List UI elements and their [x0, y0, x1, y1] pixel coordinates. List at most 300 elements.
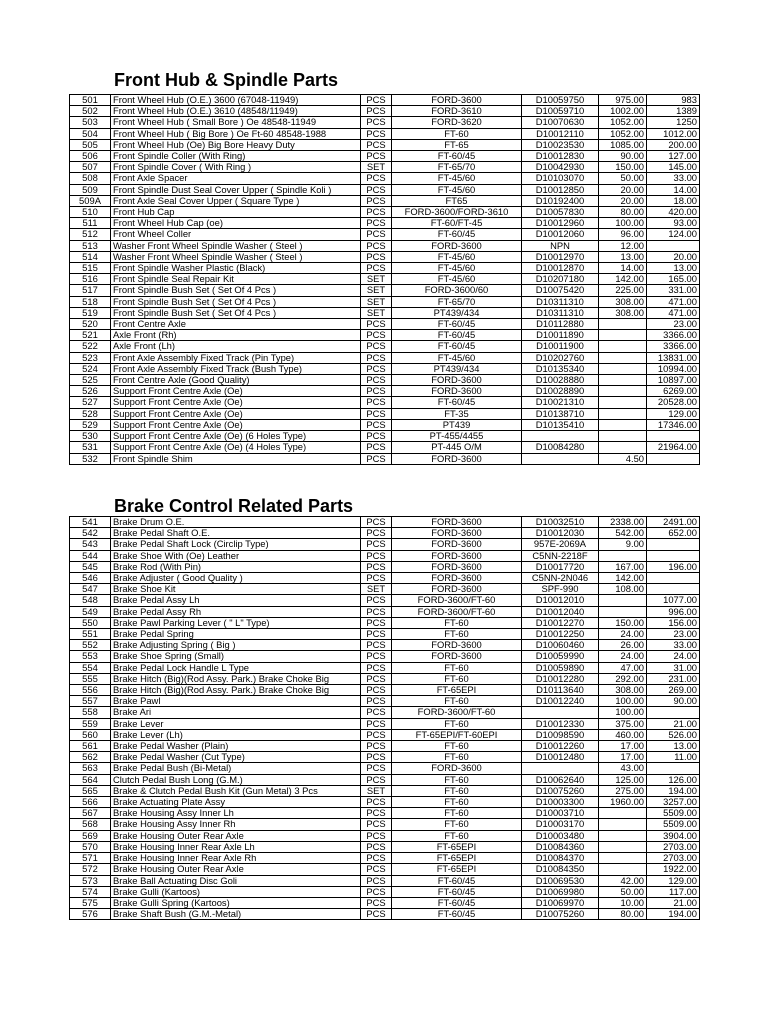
cell-part-code: D10012110 — [522, 128, 599, 139]
cell-part-number: 575 — [70, 897, 111, 908]
cell-part-number: 544 — [70, 550, 111, 561]
cell-unit: SET — [361, 785, 392, 796]
cell-unit: PCS — [361, 218, 392, 229]
cell-price — [599, 595, 647, 606]
cell-part-code: D10032510 — [522, 517, 599, 528]
cell-description: Front Spindle Bush Set ( Set Of 4 Pcs ) — [111, 285, 361, 296]
cell-price — [599, 363, 647, 374]
table-row — [70, 841, 700, 852]
cell-unit: PCS — [361, 442, 392, 453]
cell-description: Front Axle Assembly Fixed Track (Bush Type) — [111, 363, 361, 374]
table-row — [70, 240, 700, 251]
cell-unit: PCS — [361, 629, 392, 640]
cell-description: Front Spindle Cover ( With Ring ) — [111, 162, 361, 173]
cell-part-number: 552 — [70, 640, 111, 651]
cell-price — [599, 319, 647, 330]
table-row — [70, 584, 700, 595]
table-row — [70, 673, 700, 684]
cell-unit: PCS — [361, 606, 392, 617]
cell-model: FT-60 — [392, 774, 522, 785]
cell-part-number: 503 — [70, 117, 111, 128]
cell-model: FT-65 — [392, 139, 522, 150]
cell-mrp: 10897.00 — [647, 375, 700, 386]
cell-price — [599, 375, 647, 386]
cell-description: Brake Adjuster ( Good Quality ) — [111, 573, 361, 584]
cell-price: 50.00 — [599, 886, 647, 897]
cell-unit: PCS — [361, 595, 392, 606]
cell-description: Brake Shoe Kit — [111, 584, 361, 595]
cell-part-code: D10084350 — [522, 864, 599, 875]
cell-part-code: NPN — [522, 240, 599, 251]
cell-unit: SET — [361, 584, 392, 595]
cell-part-code: D10028880 — [522, 375, 599, 386]
cell-model: FT-45/60 — [392, 274, 522, 285]
table-row — [70, 528, 700, 539]
cell-description: Brake Pedal Washer (Cut Type) — [111, 752, 361, 763]
cell-model: PT439 — [392, 419, 522, 430]
cell-mrp: 331.00 — [647, 285, 700, 296]
cell-part-number: 542 — [70, 528, 111, 539]
cell-price: 108.00 — [599, 584, 647, 595]
cell-model: PT439/434 — [392, 307, 522, 318]
cell-mrp — [647, 240, 700, 251]
cell-mrp: 90.00 — [647, 696, 700, 707]
cell-unit: PCS — [361, 431, 392, 442]
table-row — [70, 285, 700, 296]
cell-description: Front Centre Axle — [111, 319, 361, 330]
cell-description: Brake & Clutch Pedal Bush Kit (Gun Metal) 3 Pcs — [111, 785, 361, 796]
cell-unit: SET — [361, 162, 392, 173]
cell-description: Front Spindle Seal Repair Kit — [111, 274, 361, 285]
cell-price: 150.00 — [599, 162, 647, 173]
table-row — [70, 139, 700, 150]
cell-unit: PCS — [361, 128, 392, 139]
cell-price: 4.50 — [599, 453, 647, 464]
cell-mrp: 23.00 — [647, 319, 700, 330]
table-row — [70, 195, 700, 206]
cell-mrp: 129.00 — [647, 408, 700, 419]
cell-part-number: 573 — [70, 875, 111, 886]
cell-model: FORD-3600 — [392, 584, 522, 595]
cell-price — [599, 419, 647, 430]
table-row — [70, 431, 700, 442]
cell-description: Front Spindle Washer Plastic (Black) — [111, 263, 361, 274]
cell-description: Brake Shoe Spring (Small) — [111, 651, 361, 662]
cell-part-code: D10113640 — [522, 685, 599, 696]
cell-unit: SET — [361, 274, 392, 285]
cell-description: Front Spindle Bush Set ( Set Of 4 Pcs ) — [111, 296, 361, 307]
cell-part-number: 525 — [70, 375, 111, 386]
cell-part-number: 531 — [70, 442, 111, 453]
cell-part-number: 521 — [70, 330, 111, 341]
cell-part-code: D10059890 — [522, 662, 599, 673]
cell-mrp — [647, 539, 700, 550]
cell-mrp: 194.00 — [647, 785, 700, 796]
cell-unit: PCS — [361, 173, 392, 184]
cell-part-code: D10017720 — [522, 561, 599, 572]
cell-model: FT-60/45 — [392, 909, 522, 920]
cell-mrp: 1922.00 — [647, 864, 700, 875]
cell-description: Front Spindle Dust Seal Cover Upper ( Spindle Koli ) — [111, 184, 361, 195]
cell-unit: PCS — [361, 397, 392, 408]
cell-part-code: SPF-990 — [522, 584, 599, 595]
cell-price: 47.00 — [599, 662, 647, 673]
cell-part-code: D10003170 — [522, 819, 599, 830]
cell-part-code: D10012870 — [522, 263, 599, 274]
cell-model: FT-65EPI — [392, 841, 522, 852]
cell-description: Front Hub Cap — [111, 207, 361, 218]
cell-description: Brake Pedal Shaft O.E. — [111, 528, 361, 539]
cell-description: Support Front Centre Axle (Oe) — [111, 386, 361, 397]
cell-unit: PCS — [361, 640, 392, 651]
cell-description: Front Wheel Hub (Oe) Big Bore Heavy Duty — [111, 139, 361, 150]
cell-unit: PCS — [361, 763, 392, 774]
cell-part-code: D10012280 — [522, 673, 599, 684]
table-row — [70, 184, 700, 195]
cell-price: 308.00 — [599, 685, 647, 696]
cell-part-code: D10012060 — [522, 229, 599, 240]
cell-price — [599, 442, 647, 453]
cell-price: 17.00 — [599, 741, 647, 752]
cell-price: 20.00 — [599, 184, 647, 195]
cell-part-code: C5NN-2218F — [522, 550, 599, 561]
cell-mrp: 1389 — [647, 106, 700, 117]
cell-mrp: 6269.00 — [647, 386, 700, 397]
cell-model: FT-60 — [392, 830, 522, 841]
cell-model: FT-60/45 — [392, 341, 522, 352]
cell-unit: PCS — [361, 386, 392, 397]
cell-description: Brake Lever (Lh) — [111, 729, 361, 740]
cell-part-number: 545 — [70, 561, 111, 572]
cell-description: Support Front Centre Axle (Oe) — [111, 419, 361, 430]
cell-price: 167.00 — [599, 561, 647, 572]
table-row — [70, 651, 700, 662]
cell-description: Front Wheel Hub (O.E.) 3600 (67048-11949) — [111, 95, 361, 106]
cell-model: FT-60/FT-45 — [392, 218, 522, 229]
cell-mrp: 21964.00 — [647, 442, 700, 453]
cell-description: Support Front Centre Axle (Oe) — [111, 397, 361, 408]
cell-description: Brake Rod (With Pin) — [111, 561, 361, 572]
cell-part-code: D10011900 — [522, 341, 599, 352]
table-row — [70, 573, 700, 584]
cell-model: FT-60/45 — [392, 330, 522, 341]
section-title-front-hub: Front Hub & Spindle Parts — [114, 70, 339, 90]
cell-part-number: 510 — [70, 207, 111, 218]
cell-price — [599, 853, 647, 864]
cell-part-code: D10059990 — [522, 651, 599, 662]
cell-mrp: 20.00 — [647, 251, 700, 262]
cell-price: 26.00 — [599, 640, 647, 651]
cell-description: Axle Front (Rh) — [111, 330, 361, 341]
cell-description: Brake Pedal Shaft Lock (Circlip Type) — [111, 539, 361, 550]
cell-part-number: 571 — [70, 853, 111, 864]
cell-price — [599, 386, 647, 397]
cell-part-code: D10028890 — [522, 386, 599, 397]
cell-price: 50.00 — [599, 173, 647, 184]
cell-part-code: D10075420 — [522, 285, 599, 296]
cell-part-code: D10098590 — [522, 729, 599, 740]
cell-part-number: 529 — [70, 419, 111, 430]
table-row — [70, 830, 700, 841]
cell-price: 142.00 — [599, 573, 647, 584]
cell-mrp: 129.00 — [647, 875, 700, 886]
cell-unit: PCS — [361, 662, 392, 673]
cell-mrp: 126.00 — [647, 774, 700, 785]
cell-description: Support Front Centre Axle (Oe) — [111, 408, 361, 419]
cell-price: 150.00 — [599, 617, 647, 628]
table-row — [70, 696, 700, 707]
cell-part-code: D10003300 — [522, 797, 599, 808]
cell-part-code: D10011890 — [522, 330, 599, 341]
cell-model: PT439/434 — [392, 363, 522, 374]
cell-price — [599, 397, 647, 408]
table-row — [70, 397, 700, 408]
cell-description: Brake Housing Inner Rear Axle Lh — [111, 841, 361, 852]
cell-description: Front Axle Assembly Fixed Track (Pin Type) — [111, 352, 361, 363]
cell-mrp: 21.00 — [647, 718, 700, 729]
table-row — [70, 853, 700, 864]
cell-mrp: 196.00 — [647, 561, 700, 572]
cell-part-code: D10060460 — [522, 640, 599, 651]
cell-unit: PCS — [361, 853, 392, 864]
cell-unit: PCS — [361, 830, 392, 841]
cell-unit: PCS — [361, 106, 392, 117]
cell-price: 20.00 — [599, 195, 647, 206]
cell-price: 308.00 — [599, 307, 647, 318]
cell-model: FORD-3600 — [392, 528, 522, 539]
cell-unit: PCS — [361, 696, 392, 707]
cell-mrp: 1077.00 — [647, 595, 700, 606]
cell-part-code: D10012240 — [522, 696, 599, 707]
cell-description: Brake Drum O.E. — [111, 517, 361, 528]
cell-unit: PCS — [361, 330, 392, 341]
cell-price: 2338.00 — [599, 517, 647, 528]
cell-mrp: 165.00 — [647, 274, 700, 285]
cell-description: Support Front Centre Axle (Oe) (4 Holes Type) — [111, 442, 361, 453]
cell-unit: PCS — [361, 117, 392, 128]
table-row — [70, 774, 700, 785]
cell-unit: PCS — [361, 240, 392, 251]
cell-part-number: 553 — [70, 651, 111, 662]
cell-model: FT-60 — [392, 797, 522, 808]
cell-part-code: D10207180 — [522, 274, 599, 285]
cell-unit: PCS — [361, 718, 392, 729]
cell-part-code: D10059750 — [522, 95, 599, 106]
cell-unit: PCS — [361, 419, 392, 430]
table-row — [70, 296, 700, 307]
cell-unit: PCS — [361, 195, 392, 206]
cell-part-number: 558 — [70, 707, 111, 718]
cell-price: 43.00 — [599, 763, 647, 774]
cell-description: Front Centre Axle (Good Quality) — [111, 375, 361, 386]
cell-part-number: 530 — [70, 431, 111, 442]
cell-part-number: 568 — [70, 819, 111, 830]
cell-price — [599, 330, 647, 341]
table-row — [70, 128, 700, 139]
cell-part-code: D10070630 — [522, 117, 599, 128]
cell-model: FT-60 — [392, 629, 522, 640]
cell-model: FORD-3600 — [392, 651, 522, 662]
table-row — [70, 229, 700, 240]
cell-price: 1002.00 — [599, 106, 647, 117]
cell-description: Brake Pedal Assy Lh — [111, 595, 361, 606]
cell-model: FORD-3600 — [392, 517, 522, 528]
cell-model: PT-445 O/M — [392, 442, 522, 453]
cell-part-code: D10062640 — [522, 774, 599, 785]
cell-part-code: D10135340 — [522, 363, 599, 374]
cell-model: FORD-3600 — [392, 763, 522, 774]
cell-part-number: 501 — [70, 95, 111, 106]
cell-unit: PCS — [361, 909, 392, 920]
cell-mrp: 526.00 — [647, 729, 700, 740]
cell-unit: PCS — [361, 453, 392, 464]
cell-description: Front Wheel Hub Cap (oe) — [111, 218, 361, 229]
cell-part-code: D10069970 — [522, 897, 599, 908]
table-row — [70, 207, 700, 218]
cell-part-code: D10138710 — [522, 408, 599, 419]
cell-mrp — [647, 573, 700, 584]
cell-description: Brake Pedal Lock Handle L Type — [111, 662, 361, 673]
cell-mrp: 10994.00 — [647, 363, 700, 374]
cell-part-number: 562 — [70, 752, 111, 763]
cell-model: FT-60 — [392, 785, 522, 796]
cell-unit: PCS — [361, 685, 392, 696]
cell-part-code: D10012330 — [522, 718, 599, 729]
table-row — [70, 797, 700, 808]
cell-part-code: D10192400 — [522, 195, 599, 206]
cell-description: Washer Front Wheel Spindle Washer ( Steel ) — [111, 240, 361, 251]
cell-mrp: 5509.00 — [647, 808, 700, 819]
cell-part-number: 520 — [70, 319, 111, 330]
cell-description: Brake Gulli Spring (Kartoos) — [111, 897, 361, 908]
cell-description: Brake Hitch (Big)(Rod Assy. Park.) Brake Choke Big — [111, 685, 361, 696]
cell-part-number: 572 — [70, 864, 111, 875]
cell-model: PT-455/4455 — [392, 431, 522, 442]
cell-unit: PCS — [361, 561, 392, 572]
cell-model: FORD-3600 — [392, 240, 522, 251]
cell-part-number: 556 — [70, 685, 111, 696]
table-row — [70, 352, 700, 363]
table-row — [70, 763, 700, 774]
cell-model: FT-60 — [392, 673, 522, 684]
cell-mrp: 2491.00 — [647, 517, 700, 528]
cell-mrp: 471.00 — [647, 296, 700, 307]
table-row — [70, 419, 700, 430]
cell-mrp: 117.00 — [647, 886, 700, 897]
cell-part-number: 560 — [70, 729, 111, 740]
table-row — [70, 218, 700, 229]
table-row — [70, 752, 700, 763]
cell-mrp: 18.00 — [647, 195, 700, 206]
cell-part-code: D10059710 — [522, 106, 599, 117]
table-row — [70, 909, 700, 920]
cell-mrp: 5509.00 — [647, 819, 700, 830]
table-row — [70, 95, 700, 106]
cell-model: FT-65/70 — [392, 162, 522, 173]
cell-price: 225.00 — [599, 285, 647, 296]
cell-price: 125.00 — [599, 774, 647, 785]
table-row — [70, 875, 700, 886]
cell-model: FT-60/45 — [392, 875, 522, 886]
cell-mrp — [647, 431, 700, 442]
table-row — [70, 106, 700, 117]
cell-part-number: 543 — [70, 539, 111, 550]
cell-mrp: 996.00 — [647, 606, 700, 617]
cell-part-code: D10012260 — [522, 741, 599, 752]
cell-unit: SET — [361, 307, 392, 318]
cell-price: 142.00 — [599, 274, 647, 285]
cell-part-code: D10012250 — [522, 629, 599, 640]
cell-mrp: 3366.00 — [647, 341, 700, 352]
cell-description: Brake Housing Outer Rear Axle — [111, 864, 361, 875]
table-row — [70, 363, 700, 374]
cell-model: FT-65/70 — [392, 296, 522, 307]
cell-model: FT-60/45 — [392, 151, 522, 162]
cell-part-number: 526 — [70, 386, 111, 397]
cell-model: FORD-3600 — [392, 386, 522, 397]
cell-part-code: D10112880 — [522, 319, 599, 330]
cell-unit: PCS — [361, 229, 392, 240]
cell-part-code: D10069530 — [522, 875, 599, 886]
table-row — [70, 886, 700, 897]
cell-mrp: 127.00 — [647, 151, 700, 162]
cell-mrp: 20528.00 — [647, 397, 700, 408]
cell-unit: PCS — [361, 875, 392, 886]
table-row — [70, 274, 700, 285]
table-row — [70, 662, 700, 673]
cell-unit: PCS — [361, 707, 392, 718]
cell-part-code: D10042930 — [522, 162, 599, 173]
cell-unit: PCS — [361, 897, 392, 908]
cell-part-code: D10075260 — [522, 909, 599, 920]
cell-part-code: C5NN-2N046 — [522, 573, 599, 584]
cell-mrp — [647, 550, 700, 561]
cell-description: Support Front Centre Axle (Oe) (6 Holes Type) — [111, 431, 361, 442]
cell-mrp: 2703.00 — [647, 853, 700, 864]
cell-unit: PCS — [361, 251, 392, 262]
cell-mrp: 11.00 — [647, 752, 700, 763]
table-row — [70, 442, 700, 453]
cell-description: Brake Shaft Bush (G.M.-Metal) — [111, 909, 361, 920]
cell-description: Brake Lever — [111, 718, 361, 729]
cell-price: 375.00 — [599, 718, 647, 729]
cell-model: FT-60 — [392, 617, 522, 628]
cell-mrp — [647, 707, 700, 718]
cell-mrp: 231.00 — [647, 673, 700, 684]
cell-price — [599, 864, 647, 875]
cell-part-number: 559 — [70, 718, 111, 729]
cell-part-number: 528 — [70, 408, 111, 419]
cell-mrp — [647, 584, 700, 595]
cell-mrp: 3904.00 — [647, 830, 700, 841]
table-row — [70, 707, 700, 718]
cell-description: Brake Housing Assy Inner Lh — [111, 808, 361, 819]
cell-part-number: 547 — [70, 584, 111, 595]
table-row — [70, 718, 700, 729]
cell-part-number: 563 — [70, 763, 111, 774]
cell-description: Axle Front (Lh) — [111, 341, 361, 352]
table-row — [70, 606, 700, 617]
cell-price: 292.00 — [599, 673, 647, 684]
cell-price: 10.00 — [599, 897, 647, 908]
table-row — [70, 117, 700, 128]
cell-part-number: 554 — [70, 662, 111, 673]
cell-description: Brake Housing Outer Rear Axle — [111, 830, 361, 841]
cell-part-number: 532 — [70, 453, 111, 464]
cell-part-number: 567 — [70, 808, 111, 819]
cell-price — [599, 830, 647, 841]
cell-model: FT-65EPI/FT-60EPI — [392, 729, 522, 740]
